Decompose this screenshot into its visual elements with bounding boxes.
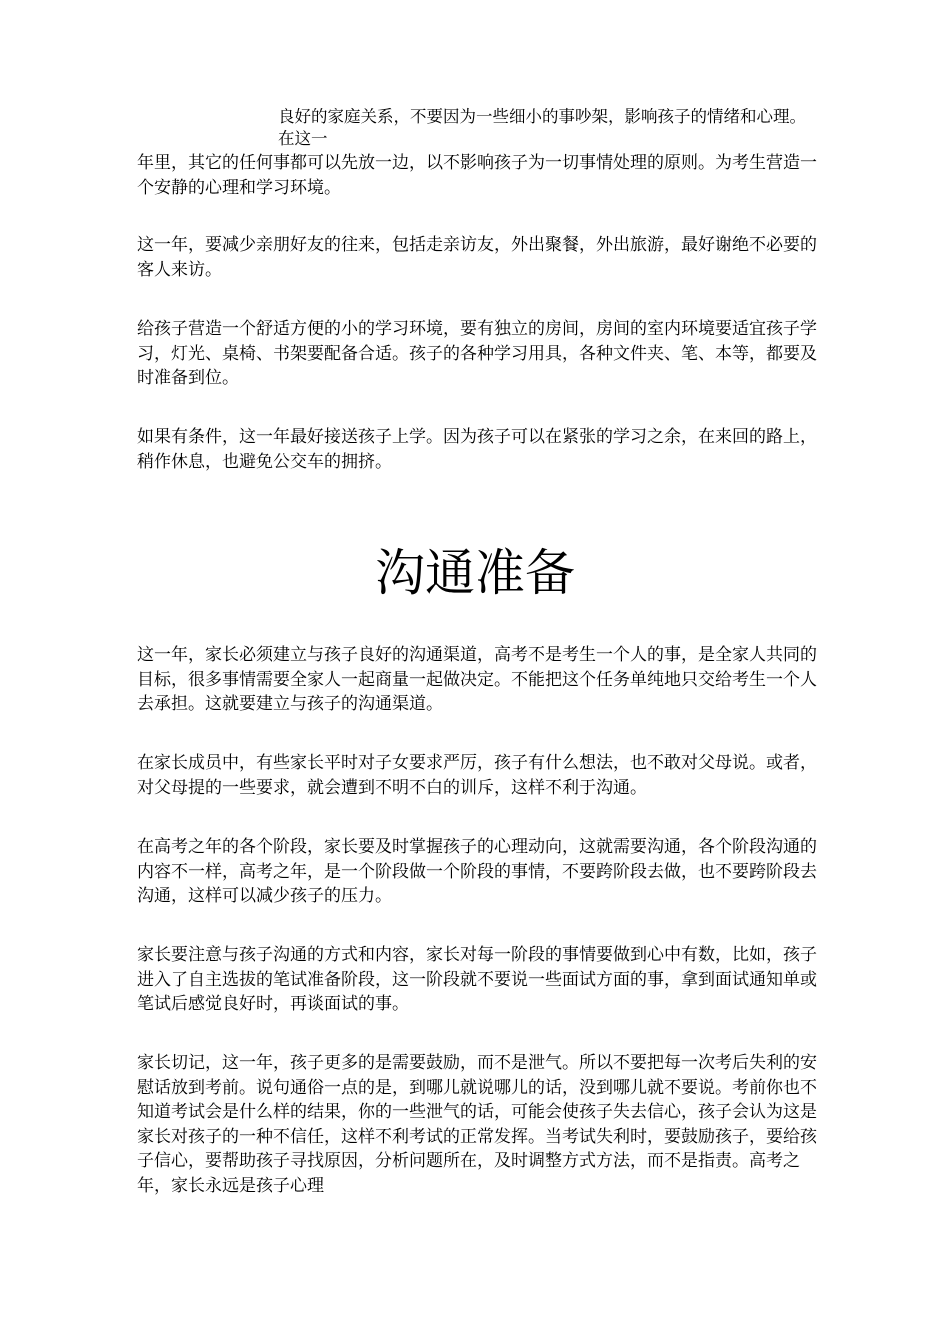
paragraph-school-commute: 如果有条件，这一年最好接送孩子上学。因为孩子可以在紧张的学习之余，在来回的路上，稍作休息，也避免公交车的拥挤。 [137, 427, 817, 472]
intro-paragraph-indented: 良好的家庭关系，不要因为一些细小的事吵架，影响孩子的情绪和心理。在这一 [278, 107, 806, 148]
section-heading: 沟通准备 [375, 544, 575, 602]
paragraph-strict-parents: 在家长成员中，有些家长平时对子女要求严厉，孩子有什么想法，也不敢对父母说。或者，对父母提的一些要求，就会遭到不明不白的训斥，这样不利于沟通。 [137, 753, 817, 798]
paragraph-encouragement: 家长切记，这一年，孩子更多的是需要鼓励，而不是泄气。所以不要把每一次考后失利的安慰话放到考前。说句通俗一点的是，到哪儿就说哪儿的话，没到哪儿就不要说。考前你也不知道考试会是什么样的结果，你的一些泄气的话，可能会使孩子失去信心，孩子会认为这是家长对孩子的一种不信任，这样不利考试的正常发挥。当考试失利时，要鼓励孩子，要给孩子信心，要帮助孩子寻找原因，分析问题所在，及时调整方式方法，而不是指责。高考之年，家长永远是孩子心理 [137, 1053, 817, 1196]
paragraph-stage-communication: 在高考之年的各个阶段，家长要及时掌握孩子的心理动向，这就需要沟通，各个阶段沟通的内容不一样，高考之年，是一个阶段做一个阶段的事情，不要跨阶段去做，也不要跨阶段去沟通，这样可以减少孩子的压力。 [137, 837, 817, 906]
paragraph-reduce-visits: 这一年，要减少亲朋好友的往来，包括走亲访友，外出聚餐，外出旅游，最好谢绝不必要的客人来访。 [137, 235, 817, 280]
paragraph-communication-method: 家长要注意与孩子沟通的方式和内容，家长对每一阶段的事情要做到心中有数，比如，孩子进入了自主选拔的笔试准备阶段，这一阶段就不要说一些面试方面的事，拿到面试通知单或笔试后感觉良好时，再谈面试的事。 [137, 945, 817, 1014]
intro-paragraph-continuation: 年里，其它的任何事都可以先放一边，以不影响孩子为一切事情处理的原则。为考生营造一个安静的心理和学习环境。 [137, 153, 817, 198]
paragraph-communication-channel: 这一年，家长必须建立与孩子良好的沟通渠道，高考不是考生一个人的事，是全家人共同的目标，很多事情需要全家人一起商量一起做决定。不能把这个任务单纯地只交给考生一个人去承担。这就要建立与孩子的沟通渠道。 [137, 645, 817, 714]
paragraph-study-environment: 给孩子营造一个舒适方便的小的学习环境，要有独立的房间，房间的室内环境要适宜孩子学习，灯光、桌椅、书架要配备合适。孩子的各种学习用具，各种文件夹、笔、本等，都要及时准备到位。 [137, 319, 817, 388]
